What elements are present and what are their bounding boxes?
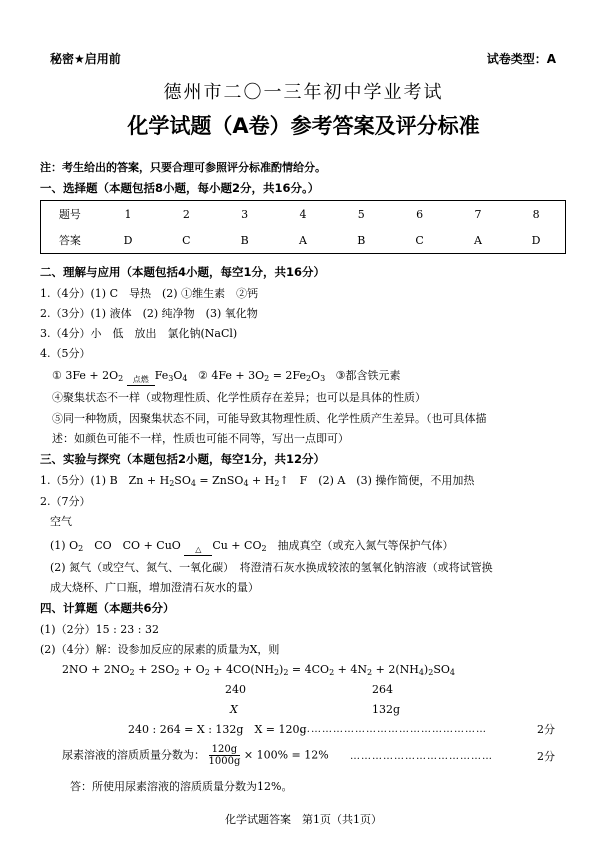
table-cell: 5	[332, 201, 390, 228]
section1-heading: 一、选择题（本题包括8小题，每小题2分，共16分。）	[40, 181, 320, 195]
s3-q2-line1: (1) $O_2$ CO CO + CuO △ $Cu + CO_2$ 抽成真空（或充入氮气等保护气体）	[50, 539, 454, 554]
answer-table	[40, 200, 566, 254]
table-label-answer: 答案	[41, 227, 99, 254]
s4-q2: (2)（4分）解：设参加反应的尿素的质量为X，则	[40, 643, 280, 656]
page-footer: 化学试题答案 第1页（共1页）	[225, 813, 382, 826]
s4-equation: $2NO + 2NO_2 + 2SO_2 + O_2 + 4CO(NH_2)_2 = 4CO_2 + 4N_2 + 2(NH_4)_2SO_4$	[62, 663, 455, 677]
s2-q1: 1.（4分）(1) C 导热 (2) ①维生素 ②钙	[40, 287, 259, 300]
s2-q4-line5a: ⑤同一种物质，因聚集状态不同，可能导致其物理性质、化学性质产生差异。（也可具体描	[52, 412, 487, 425]
paper-type-label: 试卷类型：A	[486, 52, 556, 66]
fraction: $\frac{120g}{1000g}$	[208, 744, 241, 767]
confidential-label: 秘密★启用前	[50, 52, 121, 66]
table-row-numbers	[41, 201, 566, 228]
eq1-right: Fe	[154, 369, 169, 382]
s3-q2: 2.（7分）	[40, 495, 91, 508]
s3-q2-air: 空气	[50, 515, 72, 528]
s2-q2: 2.（3分）(1) 液体 (2) 纯净物 (3) 氧化物	[40, 307, 258, 320]
section4-heading: 四、计算题（本题共6分）	[40, 601, 175, 615]
table-cell: 4	[274, 201, 332, 228]
s4-dots-2: …………………………………	[350, 751, 493, 762]
table-cell: A	[274, 227, 332, 254]
s4-answer: 答：所使用尿素溶液的溶质质量分数为12%。	[70, 780, 293, 793]
s3-q2-line2b: 成大烧杯、广口瓶，增加澄清石灰水的量）	[50, 581, 259, 594]
table-cell: 2	[157, 201, 215, 228]
eq2: ② 4Fe + 3O	[197, 369, 265, 382]
reaction-condition: 点燃	[127, 376, 155, 386]
table-cell: 8	[507, 201, 565, 228]
table-cell: B	[215, 227, 273, 254]
table-cell: 1	[99, 201, 157, 228]
table-cell: B	[332, 227, 390, 254]
s2-q4: 4.（5分）	[40, 347, 91, 360]
section2-heading: 二、理解与应用（本题包括4小题，每空1分，共16分）	[40, 265, 326, 279]
s2-q3: 3.（4分）小 低 放出 氯化钠(NaCl)	[40, 327, 238, 340]
table-cell: C	[390, 227, 448, 254]
table-label-number: 题号	[41, 201, 99, 228]
s2-q4-line4: ④聚集状态不一样（或物理性质、化学性质存在差异；也可以是具体的性质）	[52, 391, 426, 404]
table-cell: D	[99, 227, 157, 254]
eq1-left: ① 3Fe + 2O	[52, 369, 119, 382]
table-cell: 3	[215, 201, 273, 228]
table-cell: D	[507, 227, 565, 254]
s4-mass-132: 132g	[372, 703, 401, 716]
exam-title: 德州市二〇一三年初中学业考试	[163, 82, 444, 103]
table-cell: A	[449, 227, 507, 254]
s4-x: X	[230, 703, 238, 716]
eq3: ③都含铁元素	[335, 369, 401, 382]
s3-q2-line2a: (2) 氮气（或空气、氮气、一氧化碳） 将澄清石灰水换成较浓的氢氧化钠溶液（或将试管换	[50, 561, 493, 574]
s4-q1: (1)（2分）15 : 23 : 32	[40, 623, 159, 636]
s4-score-2: 2分	[537, 750, 555, 763]
table-cell: 6	[390, 201, 448, 228]
s4-ratio: 240 : 264 = X : 132g X = 120g	[128, 723, 307, 736]
s4-fraction-line: 尿素溶液的溶质质量分数为： $\frac{120g}{1000g}$ × 100% = 12%	[62, 744, 329, 767]
s3-q1: 1.（5分）(1) B $Zn + H_2SO_4$ = ZnSO$_4$ + $H_2↑$ F (2) A (3) 操作简便，不用加热	[40, 474, 475, 488]
s4-dots-1: ……………………………………………	[300, 724, 487, 735]
table-cell: 7	[449, 201, 507, 228]
section3-heading: 三、实验与探究（本题包括2小题，每空1分，共12分）	[40, 452, 326, 466]
table-row-answers	[41, 227, 566, 254]
page-title: 化学试题（A卷）参考答案及评分标准	[127, 114, 480, 138]
s2-q4-line5b: 述：如颜色可能不一样，性质也可能不同等，写出一点即可）	[52, 432, 349, 445]
note: 注：考生给出的答案，只要合理可参照评分标准酌情给分。	[40, 161, 326, 174]
s4-mass-264: 264	[372, 683, 393, 696]
s4-score-1: 2分	[537, 723, 555, 736]
heat-condition: △	[184, 546, 212, 556]
s4-mass-240: 240	[225, 683, 246, 696]
table-cell: C	[157, 227, 215, 254]
s2-q4-equations: ① $3Fe + 2O_2$ 点燃 $Fe_3O_4$ ② $4Fe + 3O_2 = 2Fe_2O_3$ ③都含铁元素	[52, 369, 401, 384]
